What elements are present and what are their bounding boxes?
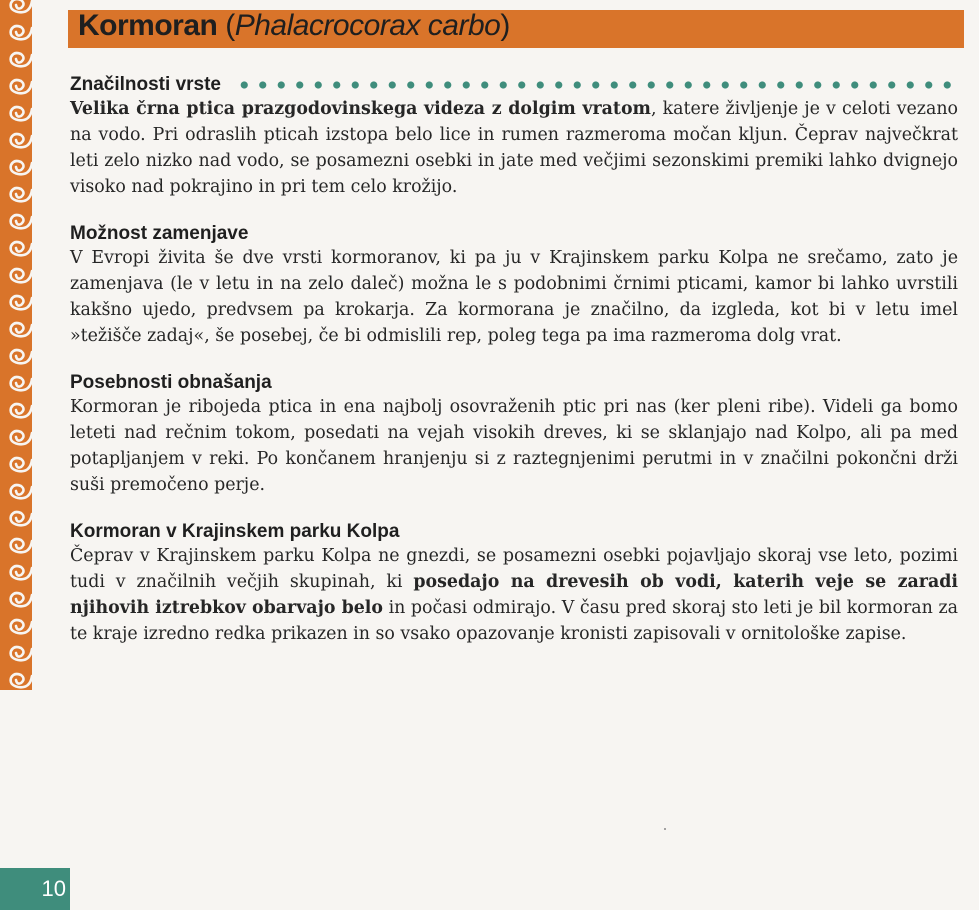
section-characteristics: [70, 73, 958, 200]
section-body: [70, 394, 958, 498]
section-kolpa-park: [70, 520, 958, 647]
text-segment: Kormoran je ribojeda ptica in ena najbolj osovraženih ptic pri nas (ker pleni ribe). Videli ga bomo leteti nad rečnim tokom, posedati na vejah visokih dreves, ki se sklanjajo nad Kolpo, ali pa med potapljanjem v reki. Po končanem hranjenju si z raztegnjenimi perutmi in v značilni pokončni drži suši premočeno perje.: [70, 397, 958, 495]
section-heading: [70, 371, 958, 394]
text-segment: in počasi odmirajo. V času pred skoraj sto leti je bil kormoran za te kraje izredno redka prikazen in so vsako opazovanje kronisti zapisovali v ornitološke zapise.: [70, 598, 958, 644]
page-number: 10: [41, 876, 66, 901]
text-segment: V Evropi živita še dve vrsti kormoranov, ki pa ju v Krajinskem parku Kolpa ne srečamo, zato je zamenjava (le v letu in na zelo daleč) možna le s podobnimi črnimi pticami, kamor bi lahko uvrstili kakšno ujedo, predvsem pa krokarja. Za kormorana je značilno, da izgleda, kot bi v letu imel »težišče zadaj«, še posebej, če bi odmislili rep, poleg tega pa ima razmeroma dolg vrat.: [70, 248, 958, 346]
section-body: [70, 245, 958, 349]
dotted-rule: [235, 80, 958, 90]
section-heading-text: Značilnosti vrste: [70, 74, 221, 95]
title-common-name: Kormoran: [78, 9, 218, 42]
title-close-paren: ): [500, 9, 510, 42]
main-content: [70, 73, 958, 669]
text-segment: Čeprav v Krajinskem parku Kolpa ne gnezdi, se posamezni osebki pojavljajo skoraj vse leto, pozimi tudi v značilnih večjih skupinah, ki: [70, 546, 958, 592]
section-body: [70, 96, 958, 200]
decorative-wave-border: [0, 0, 32, 690]
section-heading: [70, 73, 958, 96]
title-latin-name: Phalacrocorax carbo: [234, 9, 501, 42]
section-heading: [70, 520, 958, 543]
section-heading: [70, 222, 958, 245]
bold-segment: posedajo na drevesih ob vodi, katerih veje se zaradi njihovih iztrebkov obarvajo belo: [70, 572, 958, 618]
page-title: [78, 9, 510, 43]
bold-segment: Velika črna ptica prazgodovinskega videza z dolgim vratom: [70, 99, 651, 119]
section-heading-text: Kormoran v Krajinskem parku Kolpa: [70, 521, 400, 542]
section-heading-text: Možnost zamenjave: [70, 223, 249, 244]
wave-pattern-icon: [0, 0, 32, 690]
page-number-box: [0, 868, 70, 910]
title-open-paren: (: [225, 9, 235, 42]
section-body: [70, 543, 958, 647]
section-heading-text: Posebnosti obnašanja: [70, 372, 272, 393]
print-speck: [664, 828, 666, 830]
section-behaviour: [70, 371, 958, 498]
text-segment: , katere življenje je v celoti vezano na vodo. Pri odraslih pticah izstopa belo lice in rumen razmeroma močan kljun. Čeprav največkrat leti zelo nizko nad vodo, se posamezni osebki in jate med večjimi sezonskimi premiki lahko dvignejo visoko nad pokrajino in pri tem celo krožijo.: [70, 99, 959, 197]
section-confusion: [70, 222, 958, 349]
